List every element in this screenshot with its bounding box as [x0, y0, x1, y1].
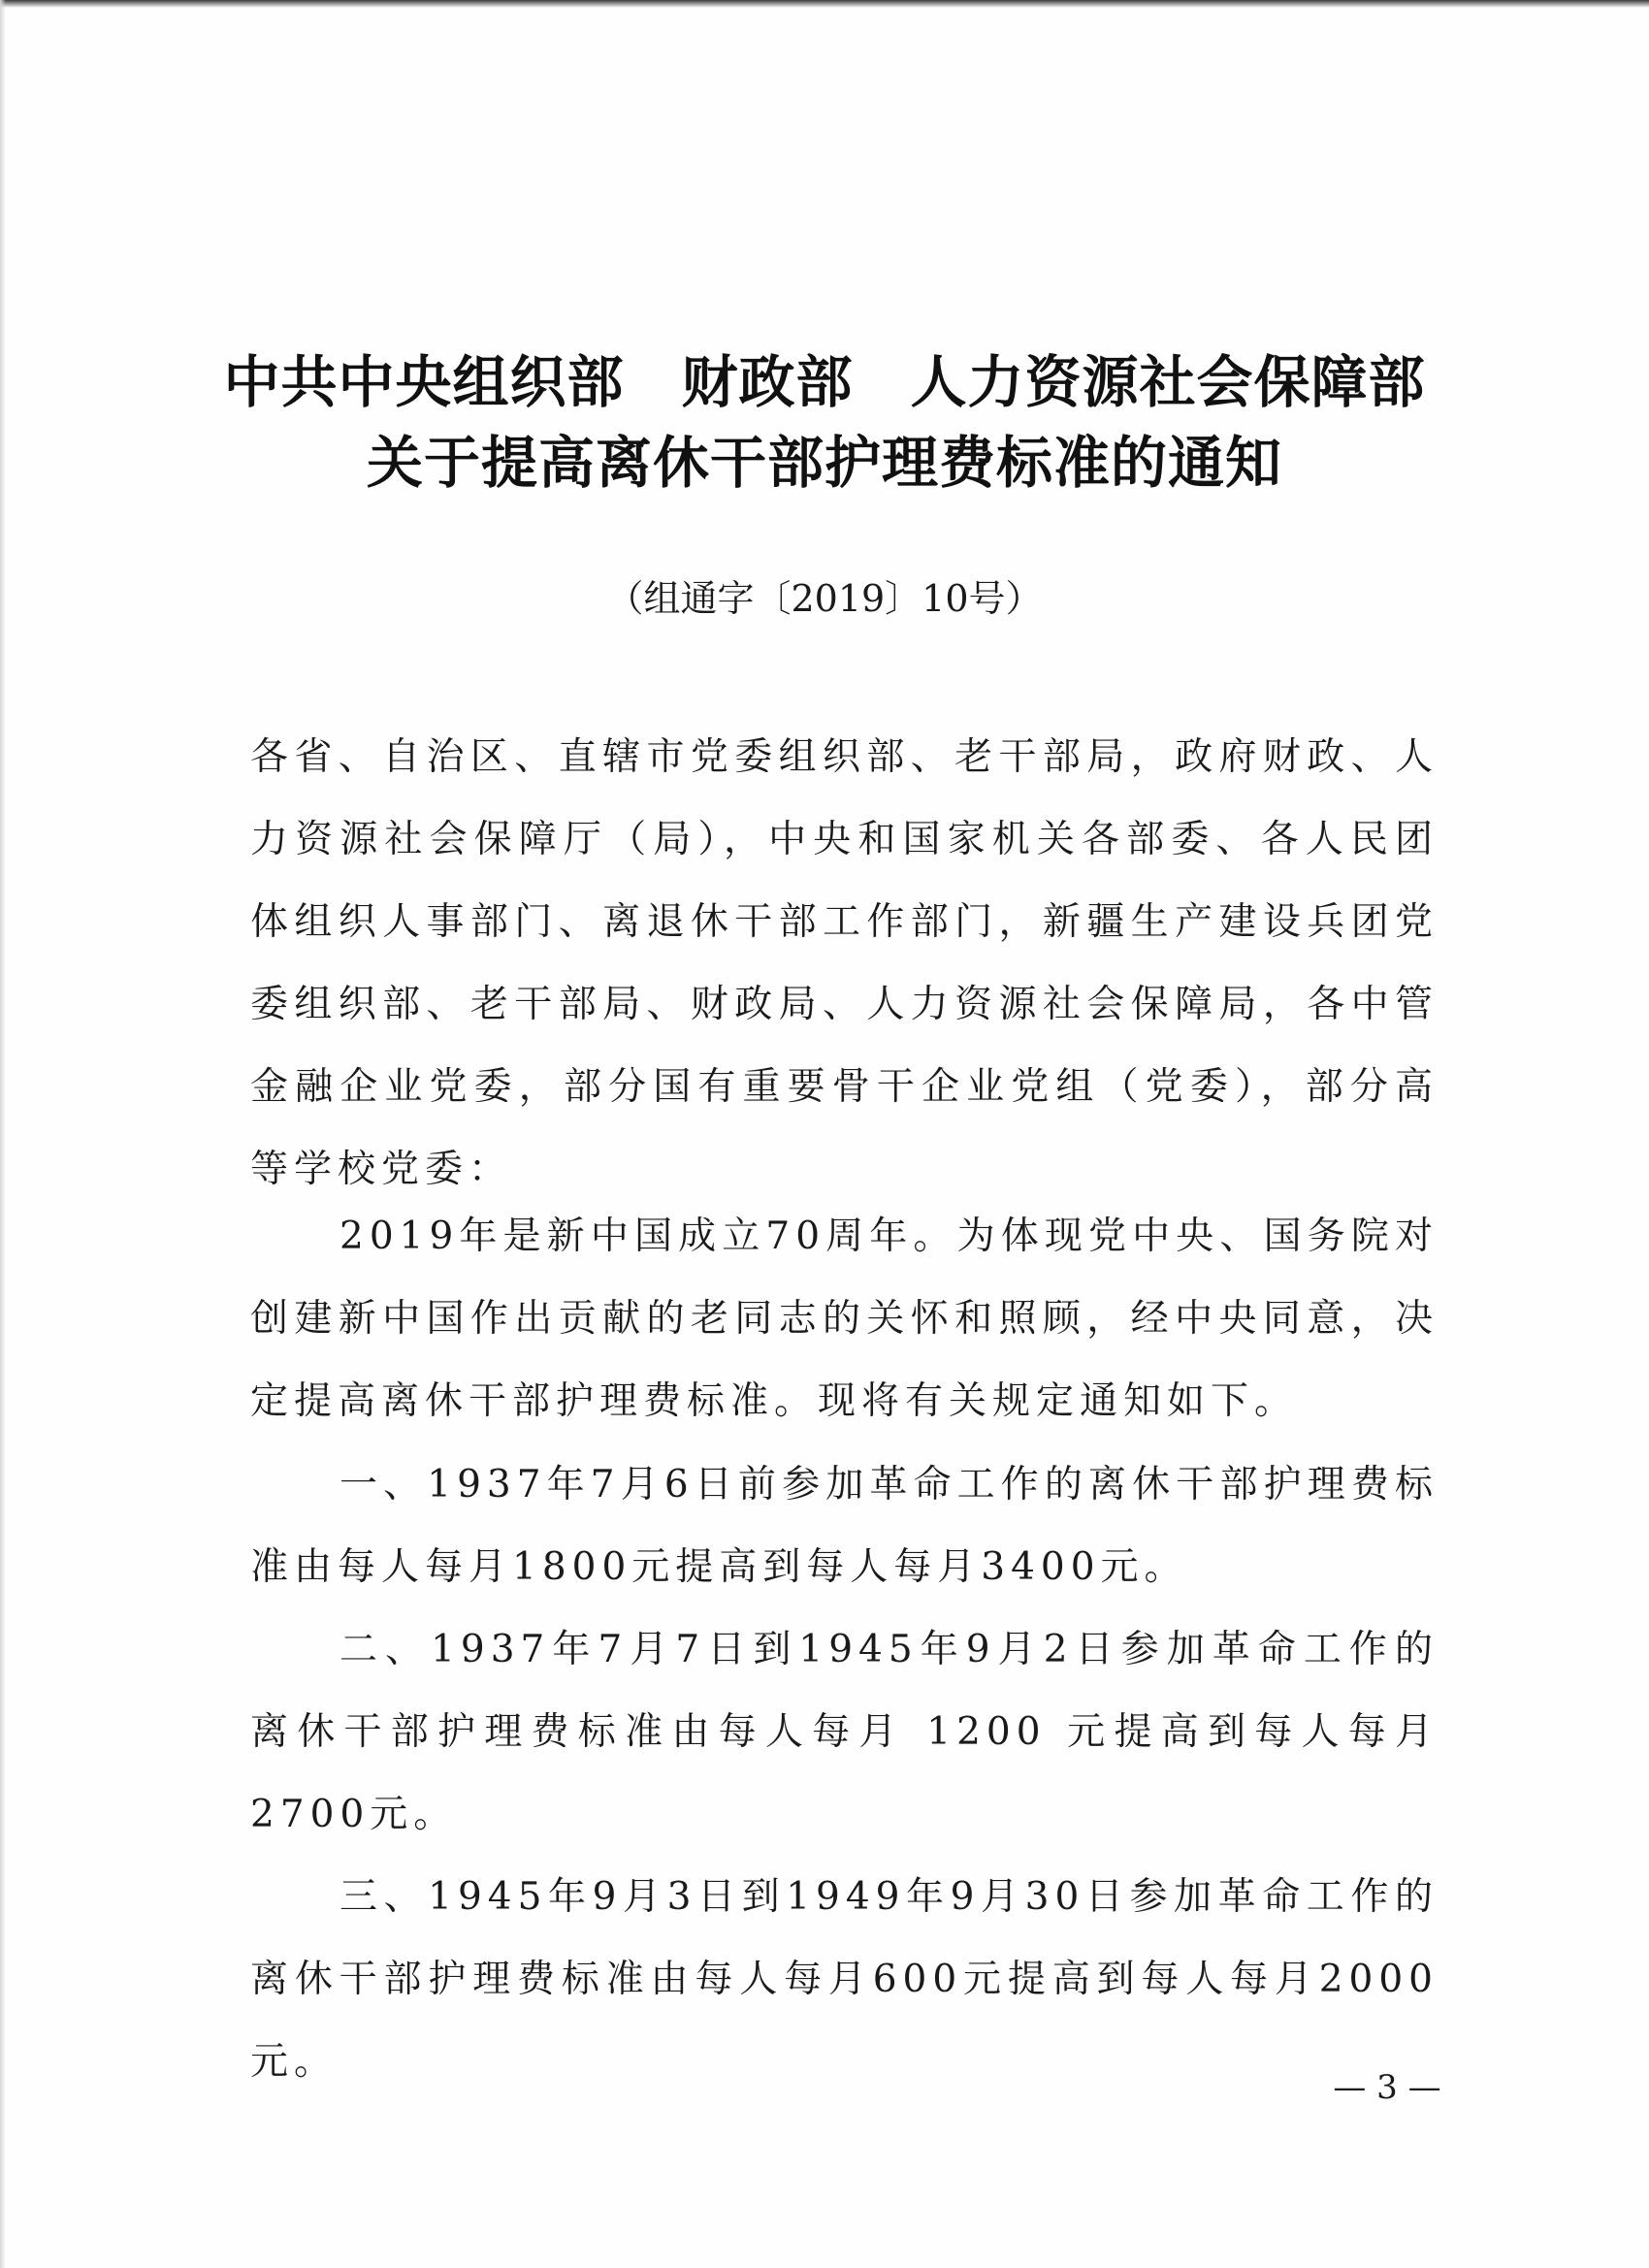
document-number: （组通字〔2019〕10号）	[606, 577, 1043, 620]
intro-paragraph: 2019年是新中国成立70周年。为体现党中央、国务院对创建新中国作出贡献的老同志的关怀和照顾，经中央同意，决定提高离休干部护理费标准。现将有关规定通知如下。	[250, 1215, 1439, 1423]
title-line-2: 关于提高离休干部护理费标准的通知	[366, 430, 1282, 496]
item-3-paragraph: 三、1945年9月3日到1949年9月30日参加革命工作的离休干部护理费标准由每人每月600元提高到每人每月2000元。	[250, 1875, 1439, 2084]
addressee-paragraph: 各省、自治区、直辖市党委组织部、老干部局，政府财政、人力资源社会保障厅（局），中央和国家机关各部委、各人民团体组织人事部门、离退休干部工作部门，新疆生产建设兵团党委组织部、老干部局、财政局、人力资源社会保障局，各中管金融企业党委，部分国有重要骨干企业党组（党委），部分高等学校党委：	[250, 735, 1439, 1191]
item-1-paragraph: 一、1937年7月6日前参加革命工作的离休干部护理费标准由每人每月1800元提高到每人每月3400元。	[250, 1463, 1439, 1589]
page-number: — 3 —	[1333, 2068, 1441, 2107]
title-line-1: 中共中央组织部 财政部 人力资源社会保障部	[223, 349, 1426, 415]
item-2-paragraph: 二、1937年7月7日到1945年9月2日参加革命工作的离休干部护理费标准由每人每月 1200 元提高到每人每月2700元。	[250, 1628, 1439, 1836]
